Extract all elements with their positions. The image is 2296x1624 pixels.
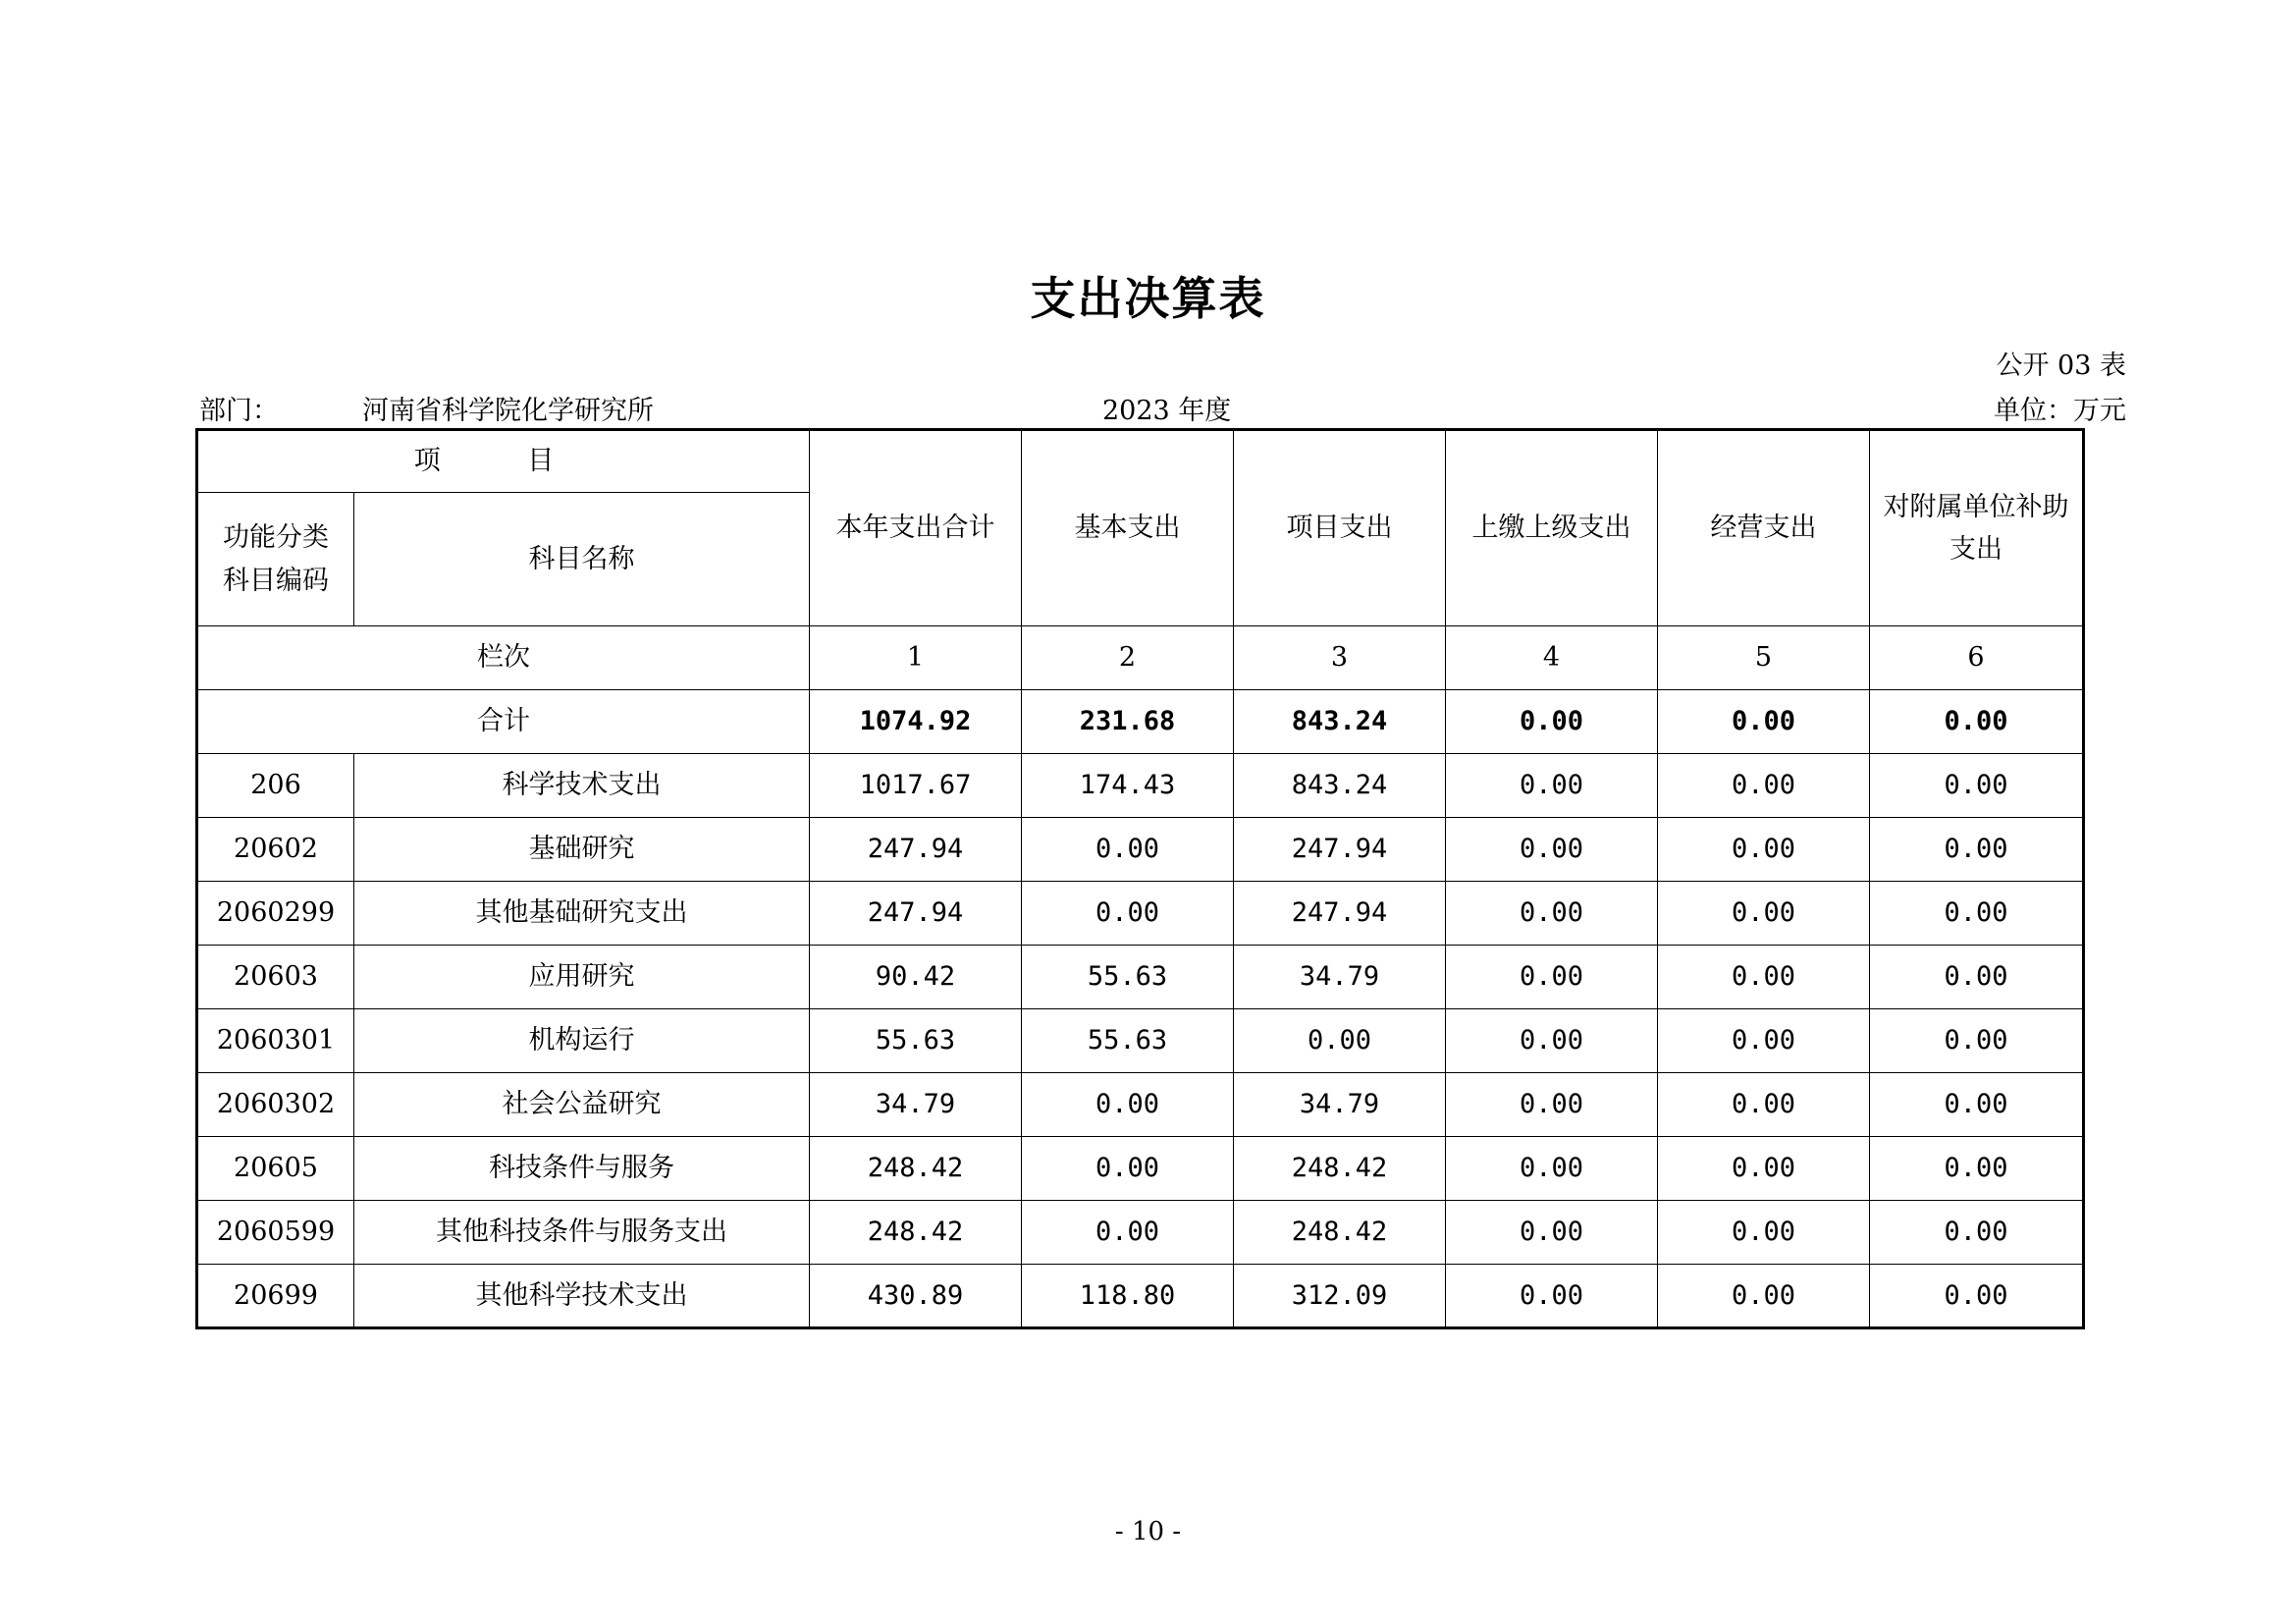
value-cell: 118.80: [1022, 1265, 1234, 1328]
value-cell: 55.63: [810, 1009, 1022, 1073]
subject-code: 20699: [197, 1265, 354, 1328]
value-cell: 0.00: [1446, 818, 1658, 882]
value-cell: 0.00: [1658, 946, 1870, 1009]
value-cell: 0.00: [1870, 754, 2084, 818]
value-cell: 0.00: [1658, 754, 1870, 818]
value-cell: 0.00: [1870, 818, 2084, 882]
total-cell: 231.68: [1022, 690, 1234, 754]
total-cell: 0.00: [1446, 690, 1658, 754]
column-index-cell: 1: [810, 626, 1022, 690]
value-cell: 0.00: [1446, 882, 1658, 946]
total-cell: 843.24: [1234, 690, 1446, 754]
subject-name: 基础研究: [354, 818, 810, 882]
header-col-5: 经营支出: [1658, 430, 1870, 626]
value-cell: 247.94: [810, 818, 1022, 882]
header-col-3: 项目支出: [1234, 430, 1446, 626]
column-index-cell: 5: [1658, 626, 1870, 690]
subject-name: 其他科技条件与服务支出: [354, 1201, 810, 1265]
value-cell: 0.00: [1658, 1073, 1870, 1137]
value-cell: 0.00: [1658, 882, 1870, 946]
value-cell: 248.42: [1234, 1201, 1446, 1265]
page-title: 支出决算表: [1030, 272, 1266, 325]
value-cell: 248.42: [1234, 1137, 1446, 1201]
value-cell: 0.00: [1234, 1009, 1446, 1073]
header-code: 功能分类科目编码: [197, 493, 354, 626]
form-number: 公开 03 表: [1996, 351, 2126, 381]
value-cell: 0.00: [1446, 1265, 1658, 1328]
value-cell: 430.89: [810, 1265, 1022, 1328]
value-cell: 0.00: [1446, 946, 1658, 1009]
value-cell: 0.00: [1658, 818, 1870, 882]
table-row: [197, 818, 2084, 882]
table-row: [197, 754, 2084, 818]
subject-name: 机构运行: [354, 1009, 810, 1073]
header-col-2: 基本支出: [1022, 430, 1234, 626]
value-cell: 174.43: [1022, 754, 1234, 818]
table-row: [197, 882, 2084, 946]
value-cell: 0.00: [1658, 1137, 1870, 1201]
value-cell: 1017.67: [810, 754, 1022, 818]
value-cell: 0.00: [1022, 882, 1234, 946]
subject-code: 2060299: [197, 882, 354, 946]
table-row: [197, 1201, 2084, 1265]
header-col-6: 对附属单位补助支出: [1870, 430, 2084, 626]
value-cell: 0.00: [1446, 1201, 1658, 1265]
subject-code: 20603: [197, 946, 354, 1009]
value-cell: 248.42: [810, 1201, 1022, 1265]
column-index-cell: 6: [1870, 626, 2084, 690]
page-number: - 10 -: [1114, 1517, 1182, 1546]
expenditure-table: [195, 428, 2085, 1329]
subject-name: 科学技术支出: [354, 754, 810, 818]
unit-label: 单位：万元: [1994, 396, 2126, 426]
subject-code: 2060301: [197, 1009, 354, 1073]
value-cell: 0.00: [1870, 1137, 2084, 1201]
value-cell: 0.00: [1022, 818, 1234, 882]
value-cell: 55.63: [1022, 946, 1234, 1009]
value-cell: 0.00: [1022, 1201, 1234, 1265]
value-cell: 34.79: [810, 1073, 1022, 1137]
subject-code: 20602: [197, 818, 354, 882]
value-cell: 0.00: [1870, 1073, 2084, 1137]
value-cell: 0.00: [1658, 1009, 1870, 1073]
value-cell: 0.00: [1658, 1201, 1870, 1265]
value-cell: 0.00: [1022, 1073, 1234, 1137]
meta-row: [199, 389, 2126, 424]
value-cell: 248.42: [810, 1137, 1022, 1201]
value-cell: 55.63: [1022, 1009, 1234, 1073]
subject-name: 应用研究: [354, 946, 810, 1009]
total-label: 合计: [197, 690, 810, 754]
value-cell: 34.79: [1234, 946, 1446, 1009]
value-cell: 0.00: [1446, 754, 1658, 818]
column-index-cell: 2: [1022, 626, 1234, 690]
value-cell: 0.00: [1446, 1137, 1658, 1201]
value-cell: 0.00: [1870, 1201, 2084, 1265]
table-row: [197, 1073, 2084, 1137]
table-row: [197, 1009, 2084, 1073]
subject-code: 206: [197, 754, 354, 818]
value-cell: 34.79: [1234, 1073, 1446, 1137]
value-cell: 247.94: [1234, 818, 1446, 882]
value-cell: 247.94: [1234, 882, 1446, 946]
value-cell: 0.00: [1022, 1137, 1234, 1201]
value-cell: 90.42: [810, 946, 1022, 1009]
total-cell: 0.00: [1870, 690, 2084, 754]
subject-code: 20605: [197, 1137, 354, 1201]
total-cell: 0.00: [1658, 690, 1870, 754]
value-cell: 0.00: [1870, 946, 2084, 1009]
subject-name: 其他科学技术支出: [354, 1265, 810, 1328]
value-cell: 0.00: [1870, 882, 2084, 946]
value-cell: 0.00: [1658, 1265, 1870, 1328]
subject-code: 2060302: [197, 1073, 354, 1137]
fiscal-year: 2023 年度: [1102, 396, 1232, 426]
header-item: 项 目: [197, 430, 810, 493]
subject-code: 2060599: [197, 1201, 354, 1265]
value-cell: 247.94: [810, 882, 1022, 946]
column-index-label: 栏次: [197, 626, 810, 690]
column-index-cell: 4: [1446, 626, 1658, 690]
subject-name: 科技条件与服务: [354, 1137, 810, 1201]
total-cell: 1074.92: [810, 690, 1022, 754]
value-cell: 843.24: [1234, 754, 1446, 818]
subject-name: 社会公益研究: [354, 1073, 810, 1137]
value-cell: 0.00: [1870, 1009, 2084, 1073]
value-cell: 312.09: [1234, 1265, 1446, 1328]
department-label: 部门：: [199, 396, 279, 426]
department-name: 河南省科学院化学研究所: [362, 396, 654, 426]
value-cell: 0.00: [1446, 1073, 1658, 1137]
value-cell: 0.00: [1870, 1265, 2084, 1328]
total-row: [197, 690, 2084, 754]
header-col-1: 本年支出合计: [810, 430, 1022, 626]
header-col-4: 上缴上级支出: [1446, 430, 1658, 626]
column-index-cell: 3: [1234, 626, 1446, 690]
table-row: [197, 946, 2084, 1009]
table-row: [197, 1137, 2084, 1201]
table-row: [197, 1265, 2084, 1328]
header-name: 科目名称: [354, 493, 810, 626]
value-cell: 0.00: [1446, 1009, 1658, 1073]
subject-name: 其他基础研究支出: [354, 882, 810, 946]
